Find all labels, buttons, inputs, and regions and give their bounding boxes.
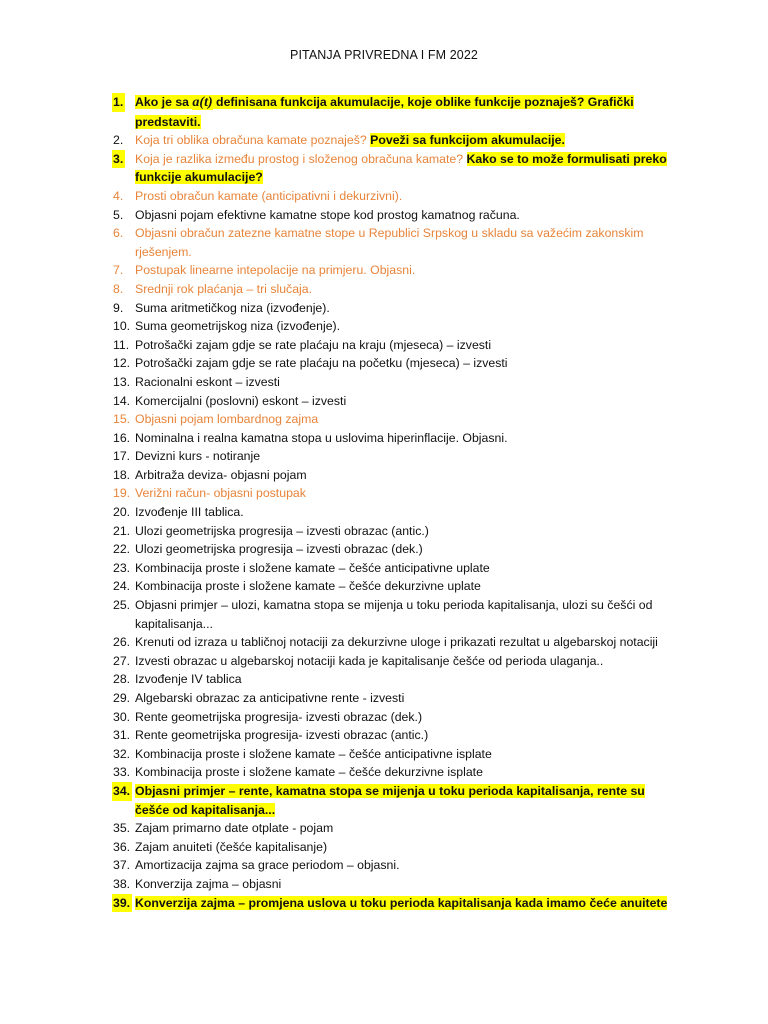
question-text-segment: Racionalni eskont – izvesti <box>135 374 280 389</box>
question-text <box>135 410 675 429</box>
question-item <box>0 633 768 652</box>
question-text-segment: Suma geometrijskog niza (izvođenje). <box>135 319 341 334</box>
question-item <box>0 317 768 336</box>
question-text-segment: Poveži sa funkcijom akumulacije. <box>370 133 565 148</box>
question-item <box>0 131 768 150</box>
question-number: 9. <box>113 300 124 315</box>
question-text-segment: Potrošački zajam gdje se rate plaćaju na početku (mjeseca) – izvesti <box>135 356 508 371</box>
question-item <box>0 280 768 299</box>
question-text <box>135 763 675 782</box>
question-number: 7. <box>113 263 124 278</box>
question-text-segment: Kombinacija proste i složene kamate – češće anticipativne isplate <box>135 746 492 761</box>
question-number: 23. <box>113 560 131 575</box>
question-text <box>135 354 675 373</box>
question-text-segment: Devizni kurs - notiranje <box>135 449 261 464</box>
question-number: 35. <box>113 821 131 836</box>
question-text-segment: Algebarski obrazac za anticipativne rente - izvesti <box>135 691 405 705</box>
question-text-segment: Koja je razlika između prostog i složenog obračuna kamate? <box>135 151 467 166</box>
question-text <box>135 261 675 280</box>
question-item <box>0 373 768 392</box>
question-text <box>135 150 675 187</box>
question-item <box>0 187 768 206</box>
question-number: 21. <box>113 523 131 538</box>
question-text-segment: Objasni pojam lombardnog zajma <box>135 412 319 427</box>
question-item <box>0 670 768 689</box>
question-text <box>135 782 675 819</box>
question-text-segment: Ako je sa <box>135 95 193 109</box>
question-item <box>0 429 768 448</box>
question-number: 3. <box>112 150 125 169</box>
question-text-segment: Kombinacija proste i složene kamate – češće dekurzivne isplate <box>135 765 483 780</box>
question-item <box>0 299 768 318</box>
question-text-segment: Komercijalni (poslovni) eskont – izvesti <box>135 393 347 408</box>
question-item <box>0 206 768 225</box>
question-number: 14. <box>113 393 131 408</box>
question-number: 19. <box>113 486 131 501</box>
question-item <box>0 782 768 819</box>
question-text-segment: Kako se to može formulisati preko funkcije akumulacije? <box>135 151 667 185</box>
question-number: 6. <box>113 226 124 241</box>
question-item <box>0 596 768 633</box>
question-number: 37. <box>113 858 131 873</box>
question-text <box>135 392 675 411</box>
question-number: 8. <box>113 281 124 296</box>
question-text-segment: Kombinacija proste i složene kamate – češće anticipativne uplate <box>135 560 490 575</box>
question-text <box>135 745 675 764</box>
question-text <box>135 652 675 671</box>
question-text-segment: Amortizacija zajma sa grace periodom – objasni. <box>135 858 400 873</box>
question-item <box>0 93 768 131</box>
question-text <box>135 856 675 875</box>
question-number: 10. <box>113 319 131 334</box>
question-text <box>135 503 675 522</box>
question-text-segment: Ulozi geometrijska progresija – izvesti obrazac (antic.) <box>135 523 429 538</box>
question-text <box>135 596 675 633</box>
question-number: 28. <box>113 672 131 687</box>
question-text <box>135 280 675 299</box>
question-text <box>135 466 675 485</box>
question-text-segment: Izvođenje IV tablica <box>135 672 242 687</box>
question-item <box>0 689 768 708</box>
question-text-segment: Ulozi geometrijska progresija – izvesti obrazac (dek.) <box>135 542 423 557</box>
question-number: 30. <box>113 709 131 724</box>
question-item <box>0 745 768 764</box>
question-text <box>135 540 675 559</box>
question-text-segment: Objasni obračun zatezne kamatne stope u Republici Srpskog u skladu sa važećim zakonskim rješenjem. <box>135 226 644 259</box>
question-text-segment: Krenuti od izraza u tabličnoj notaciji za dekurzivne uloge i prikazati rezultat u algebarskoj notaciji <box>135 635 658 650</box>
question-number: 31. <box>113 728 131 743</box>
question-number: 32. <box>113 746 131 761</box>
question-number: 13. <box>113 374 131 389</box>
question-text-segment: definisana funkcija akumulacije, koje oblike funkcije poznaješ? Grafički predstaviti. <box>135 95 634 129</box>
question-text-segment: Verižni račun- objasni postupak <box>135 486 306 501</box>
question-text-segment: Rente geometrijska progresija- izvesti obrazac (dek.) <box>135 709 423 724</box>
question-item <box>0 540 768 559</box>
question-item <box>0 875 768 894</box>
question-number: 34. <box>112 782 132 801</box>
question-number: 27. <box>113 653 131 668</box>
question-item <box>0 392 768 411</box>
question-number: 16. <box>113 430 131 445</box>
question-text-segment: Konverzija zajma – objasni <box>135 876 282 891</box>
question-item <box>0 894 768 913</box>
question-item <box>0 150 768 187</box>
question-text-segment: Kombinacija proste i složene kamate – češće dekurzivne uplate <box>135 579 481 594</box>
question-item <box>0 708 768 727</box>
question-text <box>135 726 675 745</box>
question-number: 25. <box>113 598 131 613</box>
question-number: 1. <box>112 93 125 112</box>
question-text-segment: Rente geometrijska progresija- izvesti obrazac (antic.) <box>135 728 429 743</box>
question-text <box>135 447 675 466</box>
question-text-segment: Izvesti obrazac u algebarskoj notaciji kada je kapitalisanje češće od perioda ulaganja.. <box>135 653 604 668</box>
question-text <box>135 689 675 708</box>
question-text-segment: Izvođenje III tablica. <box>135 505 244 520</box>
question-item <box>0 559 768 578</box>
question-item <box>0 484 768 503</box>
question-number: 39. <box>112 894 132 913</box>
question-text-segment: Konverzija zajma – promjena uslova u toku perioda kapitalisanja kada imamo čeće anuitete <box>135 895 668 910</box>
question-number: 26. <box>113 635 131 650</box>
question-item <box>0 503 768 522</box>
formula-a-of-t: a(t) <box>192 95 213 110</box>
question-number: 4. <box>113 188 124 203</box>
question-text <box>135 894 675 913</box>
question-item <box>0 577 768 596</box>
question-number: 38. <box>113 876 131 891</box>
question-number: 22. <box>113 542 131 557</box>
question-text <box>135 577 675 596</box>
question-text <box>135 299 675 318</box>
question-item <box>0 726 768 745</box>
question-text <box>135 429 675 448</box>
question-number: 36. <box>113 839 131 854</box>
question-item <box>0 838 768 857</box>
question-number: 11. <box>113 337 130 352</box>
question-number: 2. <box>113 133 124 148</box>
question-text-segment: Prosti obračun kamate (anticipativni i dekurzivni). <box>135 188 403 203</box>
question-text <box>135 93 675 131</box>
question-number: 5. <box>113 207 124 222</box>
question-item <box>0 336 768 355</box>
question-number: 12. <box>113 356 131 371</box>
question-number: 33. <box>113 765 131 780</box>
question-text <box>135 224 675 261</box>
question-text <box>135 670 675 689</box>
question-text <box>135 131 675 150</box>
question-text-segment: Zajam primarno date otplate - pojam <box>135 821 334 836</box>
question-text <box>135 373 675 392</box>
question-text-segment: Arbitraža deviza- objasni pojam <box>135 467 307 482</box>
question-text <box>135 317 675 336</box>
question-number: 18. <box>113 467 131 482</box>
question-text <box>135 484 675 503</box>
question-text <box>135 875 675 894</box>
question-text-segment: Koja tri oblika obračuna kamate poznaješ? <box>135 133 371 148</box>
question-text <box>135 559 675 578</box>
question-text <box>135 206 675 225</box>
document-title: PITANJA PRIVREDNA I FM 2022 <box>290 48 478 62</box>
question-number: 29. <box>113 691 131 705</box>
question-text-segment: Objasni primjer – ulozi, kamatna stopa se mijenja u toku perioda kapitalisanja, ulozi su češći od kapitalisanja... <box>135 598 653 631</box>
question-item <box>0 261 768 280</box>
question-number: 20. <box>113 505 131 520</box>
question-text <box>135 633 675 652</box>
question-text <box>135 819 675 838</box>
question-item <box>0 819 768 838</box>
question-item <box>0 466 768 485</box>
question-item <box>0 856 768 875</box>
question-number: 24. <box>113 579 131 594</box>
question-item <box>0 652 768 671</box>
question-text <box>135 336 675 355</box>
question-text <box>135 838 675 857</box>
question-text <box>135 708 675 727</box>
question-text-segment: Zajam anuiteti (češće kapitalisanje) <box>135 839 328 854</box>
question-item <box>0 522 768 541</box>
question-item <box>0 447 768 466</box>
question-text-segment: Srednji rok plaćanja – tri slučaja. <box>135 281 313 296</box>
question-text-segment: Potrošački zajam gdje se rate plaćaju na kraju (mjeseca) – izvesti <box>135 337 492 352</box>
question-text-segment: Suma aritmetičkog niza (izvođenje). <box>135 300 330 315</box>
question-text <box>135 522 675 541</box>
question-item <box>0 763 768 782</box>
question-number: 15. <box>113 412 131 427</box>
question-list <box>0 93 768 912</box>
question-item <box>0 354 768 373</box>
question-text-segment: Objasni primjer – rente, kamatna stopa se mijenja u toku perioda kapitalisanja, rente su češće od kapitalisanja... <box>135 783 645 817</box>
question-item <box>0 224 768 261</box>
question-text <box>135 187 675 206</box>
question-number: 17. <box>113 449 131 464</box>
question-item <box>0 410 768 429</box>
question-text-segment: Postupak linearne intepolacije na primjeru. Objasni. <box>135 263 416 278</box>
question-text-segment: Nominalna i realna kamatna stopa u uslovima hiperinflacije. Objasni. <box>135 430 508 445</box>
question-text-segment: Objasni pojam efektivne kamatne stope kod prostog kamatnog računa. <box>135 207 520 222</box>
